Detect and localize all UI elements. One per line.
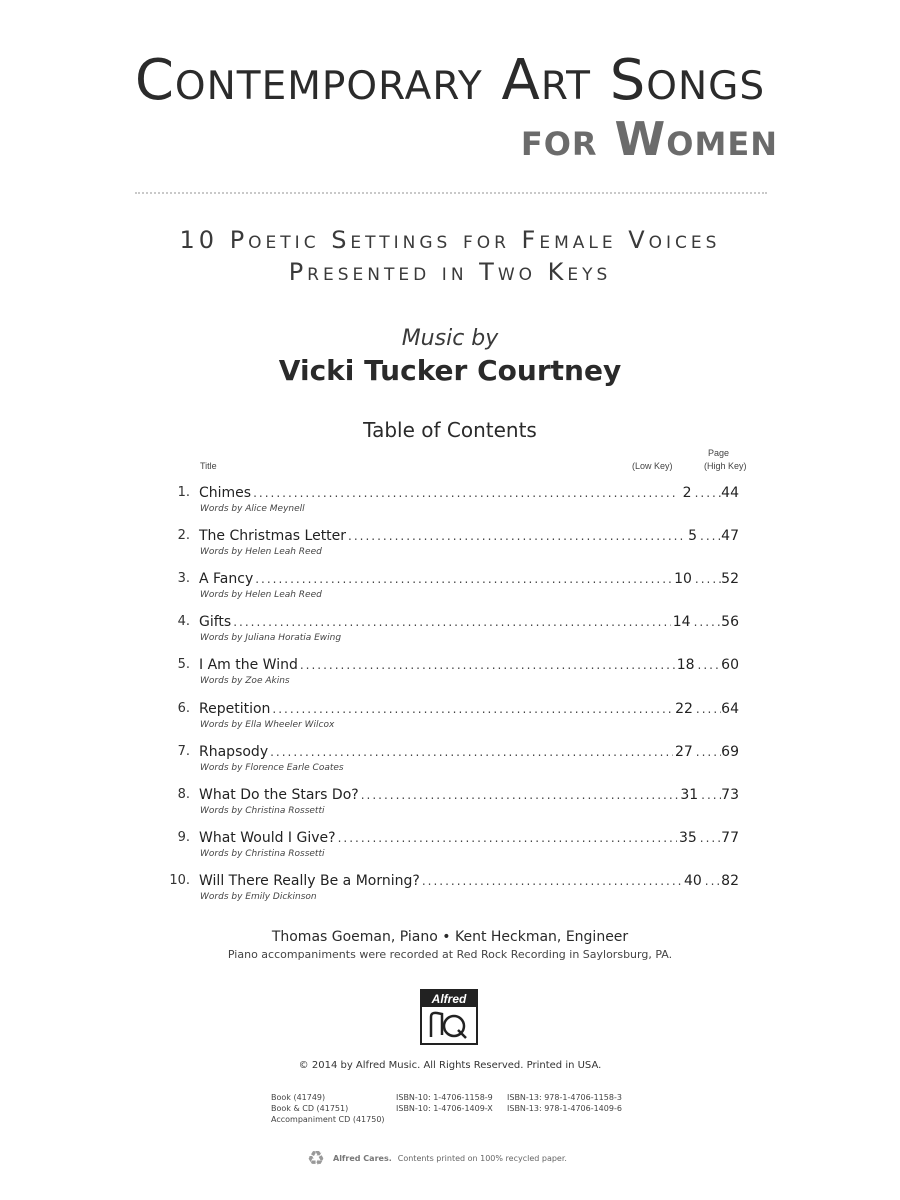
toc-entry-number: 5. — [177, 657, 190, 673]
toc-entry-line — [199, 873, 739, 891]
toc-entry-title: Rhapsody — [199, 743, 269, 760]
leader-dots — [253, 486, 675, 500]
toc-entry-low-key-page: 27 — [674, 743, 693, 760]
product-item: Accompaniment CD (41750) — [271, 1115, 385, 1124]
toc-entry-high-key-page: 56 — [721, 614, 739, 631]
toc-entry-low-key-page: 40 — [683, 872, 702, 889]
toc-entry-low-key-page: 10 — [674, 571, 692, 588]
toc-entry-title: The Christmas Letter — [199, 528, 347, 545]
toc-column-page: Page — [708, 448, 730, 458]
cares-text: Contents printed on 100% recycled paper. — [397, 1153, 567, 1163]
leader-dots — [700, 831, 721, 845]
music-by-label: Music by — [401, 326, 499, 351]
toc-entry-line — [199, 657, 739, 675]
toc-entry — [0, 571, 900, 611]
recording-note: Piano accompaniments were recorded at Red Rock Recording in Saylorsburg, PA. — [227, 948, 673, 961]
leader-dots — [695, 486, 722, 500]
leader-dots — [695, 572, 721, 586]
publisher-logo — [420, 989, 478, 1045]
toc-entry-high-key-page: 69 — [721, 743, 739, 760]
toc-column-title: Title — [200, 461, 217, 471]
toc-entry-number: 1. — [177, 485, 190, 500]
leader-dots — [233, 615, 671, 629]
leader-dots — [694, 615, 722, 629]
toc-entry-line — [199, 744, 739, 762]
logo-wordmark: Alfred — [422, 991, 476, 1007]
book-subtitle: for Women — [520, 112, 778, 166]
leader-dots — [270, 745, 673, 759]
toc-entry-lyricist: Words by Christina Rossetti — [200, 805, 325, 816]
isbn10-item: ISBN-10: 1-4706-1409-X — [396, 1104, 493, 1113]
isbn13-list — [507, 1092, 622, 1114]
toc-entry-low-key-page: 31 — [680, 786, 699, 803]
toc-entry-low-key-page: 35 — [678, 829, 697, 846]
toc-entry-number: 6. — [177, 700, 190, 716]
copyright: © 2014 by Alfred Music. All Rights Reserved. Printed in USA. — [298, 1060, 602, 1071]
toc-column-low-key: (Low Key) — [632, 461, 673, 471]
toc-entry-line — [199, 614, 739, 632]
toc-entry-title: Chimes — [199, 485, 252, 501]
description-line-2: Presented in Two Keys — [288, 258, 612, 286]
leader-dots — [705, 874, 721, 888]
leader-dots — [255, 572, 672, 586]
toc-entry-lyricist: Words by Christina Rossetti — [200, 848, 325, 859]
toc-entry-low-key-page: 14 — [672, 614, 691, 631]
toc-entry-line — [199, 528, 739, 546]
leader-dots — [698, 658, 722, 672]
toc-column-high-key: (High Key) — [704, 461, 747, 471]
toc-entry-title: A Fancy — [199, 571, 254, 588]
toc-entry — [0, 485, 900, 525]
toc-entry-high-key-page: 73 — [721, 786, 739, 803]
toc-entry-title: Will There Really Be a Morning? — [199, 872, 420, 889]
toc-entry-high-key-page: 64 — [721, 700, 739, 717]
leader-dots — [701, 788, 721, 802]
toc-entry-low-key-page: 2 — [682, 485, 692, 501]
toc-entry — [0, 701, 900, 741]
isbn10-item: ISBN-10: 1-4706-1158-9 — [396, 1093, 493, 1102]
toc-entry-high-key-page: 47 — [721, 528, 739, 545]
toc-entry-number: 10. — [169, 872, 190, 888]
toc-entry-lyricist: Words by Florence Earle Coates — [200, 762, 344, 773]
recycle-icon: ♻ — [307, 1146, 325, 1170]
toc-entry-low-key-page: 18 — [676, 657, 695, 674]
toc-entry-number: 3. — [177, 571, 190, 587]
leader-dots — [696, 745, 721, 759]
toc-entry-line — [199, 830, 739, 848]
leader-dots — [348, 529, 683, 543]
composer-name: Vicki Tucker Courtney — [278, 354, 622, 387]
isbn10-list — [396, 1092, 493, 1114]
product-item: Book (41749) — [271, 1093, 326, 1102]
leader-dots — [700, 529, 721, 543]
recycled-note — [305, 1146, 567, 1170]
toc-entry-title: Repetition — [199, 700, 271, 717]
toc-entry-lyricist: Words by Helen Leah Reed — [200, 547, 322, 558]
toc-entry — [0, 787, 900, 827]
toc-entry — [0, 744, 900, 784]
leader-dots — [361, 788, 679, 802]
toc-entry-lyricist: Words by Juliana Horatia Ewing — [200, 633, 342, 644]
toc-entry-lyricist: Words by Emily Dickinson — [200, 891, 317, 902]
toc-entry-lyricist: Words by Zoe Akins — [200, 676, 290, 687]
product-list — [271, 1092, 385, 1125]
toc-entry-high-key-page: 60 — [721, 657, 739, 674]
toc-entry — [0, 657, 900, 697]
performers-line: Thomas Goeman, Piano • Kent Heckman, Engineer — [271, 929, 629, 945]
toc-entry-title: Gifts — [199, 614, 232, 631]
toc-entry-low-key-page: 22 — [675, 700, 693, 717]
description-line-1: 10 Poetic Settings for Female Voices — [179, 226, 721, 254]
leader-dots — [338, 831, 677, 845]
toc-entry-number: 9. — [177, 829, 190, 845]
leader-dots — [272, 702, 673, 716]
toc-entry — [0, 830, 900, 870]
toc-entry-line — [199, 701, 739, 719]
toc-entry-high-key-page: 82 — [721, 872, 739, 889]
toc-entry-title: I Am the Wind — [199, 657, 298, 674]
toc-entry — [0, 614, 900, 654]
leader-dots — [696, 702, 721, 716]
toc-entry — [0, 873, 900, 913]
toc-entry-lyricist: Words by Alice Meynell — [200, 504, 305, 514]
toc-entry-title: What Do the Stars Do? — [199, 786, 359, 803]
toc-entry-low-key-page: 5 — [688, 528, 698, 545]
toc-entry-lyricist: Words by Ella Wheeler Wilcox — [200, 719, 335, 730]
toc-entry-title: What Would I Give? — [199, 829, 336, 846]
divider — [135, 192, 767, 194]
leader-dots — [422, 874, 682, 888]
toc-entry — [0, 528, 900, 568]
logo-emblem-icon — [428, 1009, 470, 1041]
toc-entry-high-key-page: 44 — [721, 485, 739, 501]
book-title: Contemporary Art Songs — [134, 48, 766, 113]
toc-entry-number: 8. — [177, 786, 190, 802]
toc-entry-number: 2. — [177, 528, 190, 544]
toc-entry-number: 4. — [177, 614, 190, 630]
leader-dots — [300, 658, 675, 672]
toc-entry-line — [199, 787, 739, 805]
toc-entry-lyricist: Words by Helen Leah Reed — [200, 590, 322, 601]
toc-entry-high-key-page: 77 — [721, 829, 739, 846]
product-item: Book & CD (41751) — [271, 1104, 349, 1113]
toc-entry-number: 7. — [177, 743, 190, 759]
toc-entry-line — [199, 571, 739, 589]
isbn13-item: ISBN-13: 978-1-4706-1409-6 — [507, 1104, 622, 1113]
toc-entry-high-key-page: 52 — [721, 571, 739, 588]
cares-label: Alfred Cares. — [333, 1153, 392, 1163]
toc-heading: Table of Contents — [363, 418, 537, 442]
isbn13-item: ISBN-13: 978-1-4706-1158-3 — [507, 1093, 622, 1102]
toc-entry-line — [199, 485, 739, 503]
